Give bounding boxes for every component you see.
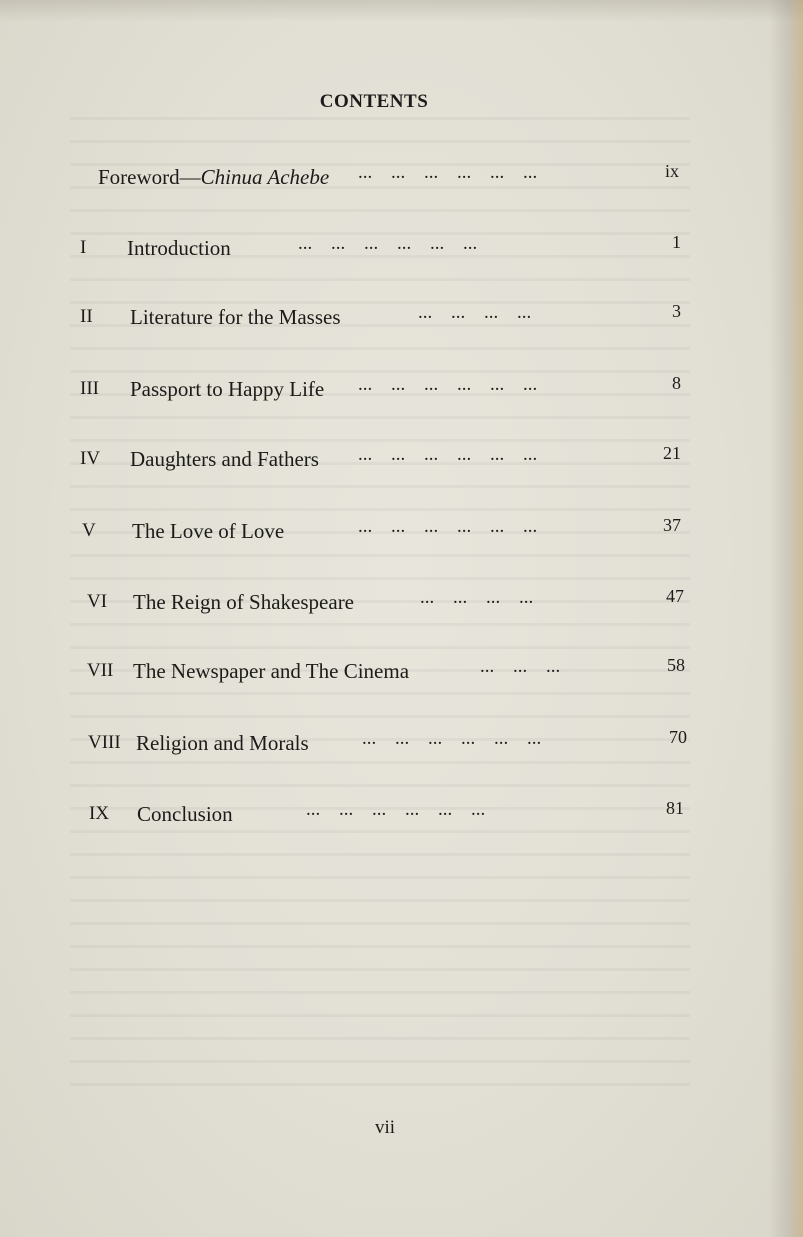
toc-leader-dots: ... ... ... ... ... ... [358, 374, 538, 395]
toc-entry-author: Chinua Achebe [200, 165, 330, 189]
toc-chapter-number: I [80, 237, 87, 258]
toc-entry-the-reign-of-shakespeare [0, 585, 803, 619]
toc-chapter-number: VIII [88, 732, 121, 753]
toc-entry-title: The Newspaper and The Cinema [133, 659, 410, 683]
toc-page-number: 58 [667, 655, 685, 675]
toc-chapter-number: II [80, 306, 93, 327]
toc-entry-the-love-of-love [0, 514, 803, 548]
toc-page-number: 81 [666, 798, 684, 818]
toc-chapter-number: IX [89, 803, 110, 824]
toc-page-number: 70 [669, 727, 687, 747]
toc-leader-dots: ... ... ... ... ... ... [358, 516, 538, 537]
toc-leader-dots: ... ... ... ... ... ... [298, 233, 478, 254]
toc-chapter-number: VII [87, 660, 114, 681]
toc-page-number: 37 [663, 515, 681, 535]
toc-leader-dots: ... ... ... ... ... ... [306, 799, 486, 820]
toc-page-number: 21 [663, 443, 681, 463]
toc-entry-title: Daughters and Fathers [130, 447, 319, 471]
toc-entry-foreword [0, 160, 803, 194]
page-folio: vii [374, 1117, 396, 1138]
toc-leader-dots: ... ... ... ... ... ... [358, 162, 538, 183]
toc-page-number: ix [664, 161, 679, 181]
toc-entry-introduction [0, 231, 803, 265]
toc-entry-passport-to-happy-life [0, 372, 803, 406]
toc-page-number: 8 [672, 373, 681, 393]
toc-chapter-number: V [82, 520, 96, 541]
toc-chapter-number: III [80, 378, 99, 399]
toc-leader-dots: ... ... ... ... ... ... [362, 728, 542, 749]
toc-entry-title: Religion and Morals [136, 731, 309, 755]
toc-entry-title: Conclusion [137, 802, 233, 826]
contents-heading: CONTENTS [319, 91, 429, 112]
toc-entry-conclusion [0, 797, 803, 831]
toc-page-number: 1 [672, 232, 681, 252]
page-top-shadow [0, 0, 803, 22]
toc-entry-literature-for-the-masses [0, 300, 803, 334]
toc-chapter-number: IV [80, 448, 101, 469]
toc-entry-religion-and-morals [0, 726, 803, 760]
toc-entry-title: The Love of Love [132, 519, 285, 543]
toc-entry-daughters-and-fathers [0, 442, 803, 476]
toc-entry-title: Passport to Happy Life [130, 377, 325, 401]
toc-page-number: 47 [666, 586, 684, 606]
toc-leader-dots: ... ... ... [480, 656, 561, 677]
toc-page-number: 3 [672, 301, 681, 321]
toc-entry-title: Literature for the Masses [130, 305, 341, 329]
toc-chapter-number: VI [87, 591, 108, 612]
toc-leader-dots: ... ... ... ... [418, 302, 532, 323]
toc-entry-the-newspaper-and-the-cinema [0, 654, 803, 688]
toc-entry-title: Introduction [127, 236, 231, 260]
toc-entry-title: The Reign of Shakespeare [133, 590, 355, 614]
toc-entry-title: Foreword—Chinua Achebe [98, 165, 330, 189]
toc-leader-dots: ... ... ... ... ... ... [358, 444, 538, 465]
toc-leader-dots: ... ... ... ... [420, 587, 534, 608]
